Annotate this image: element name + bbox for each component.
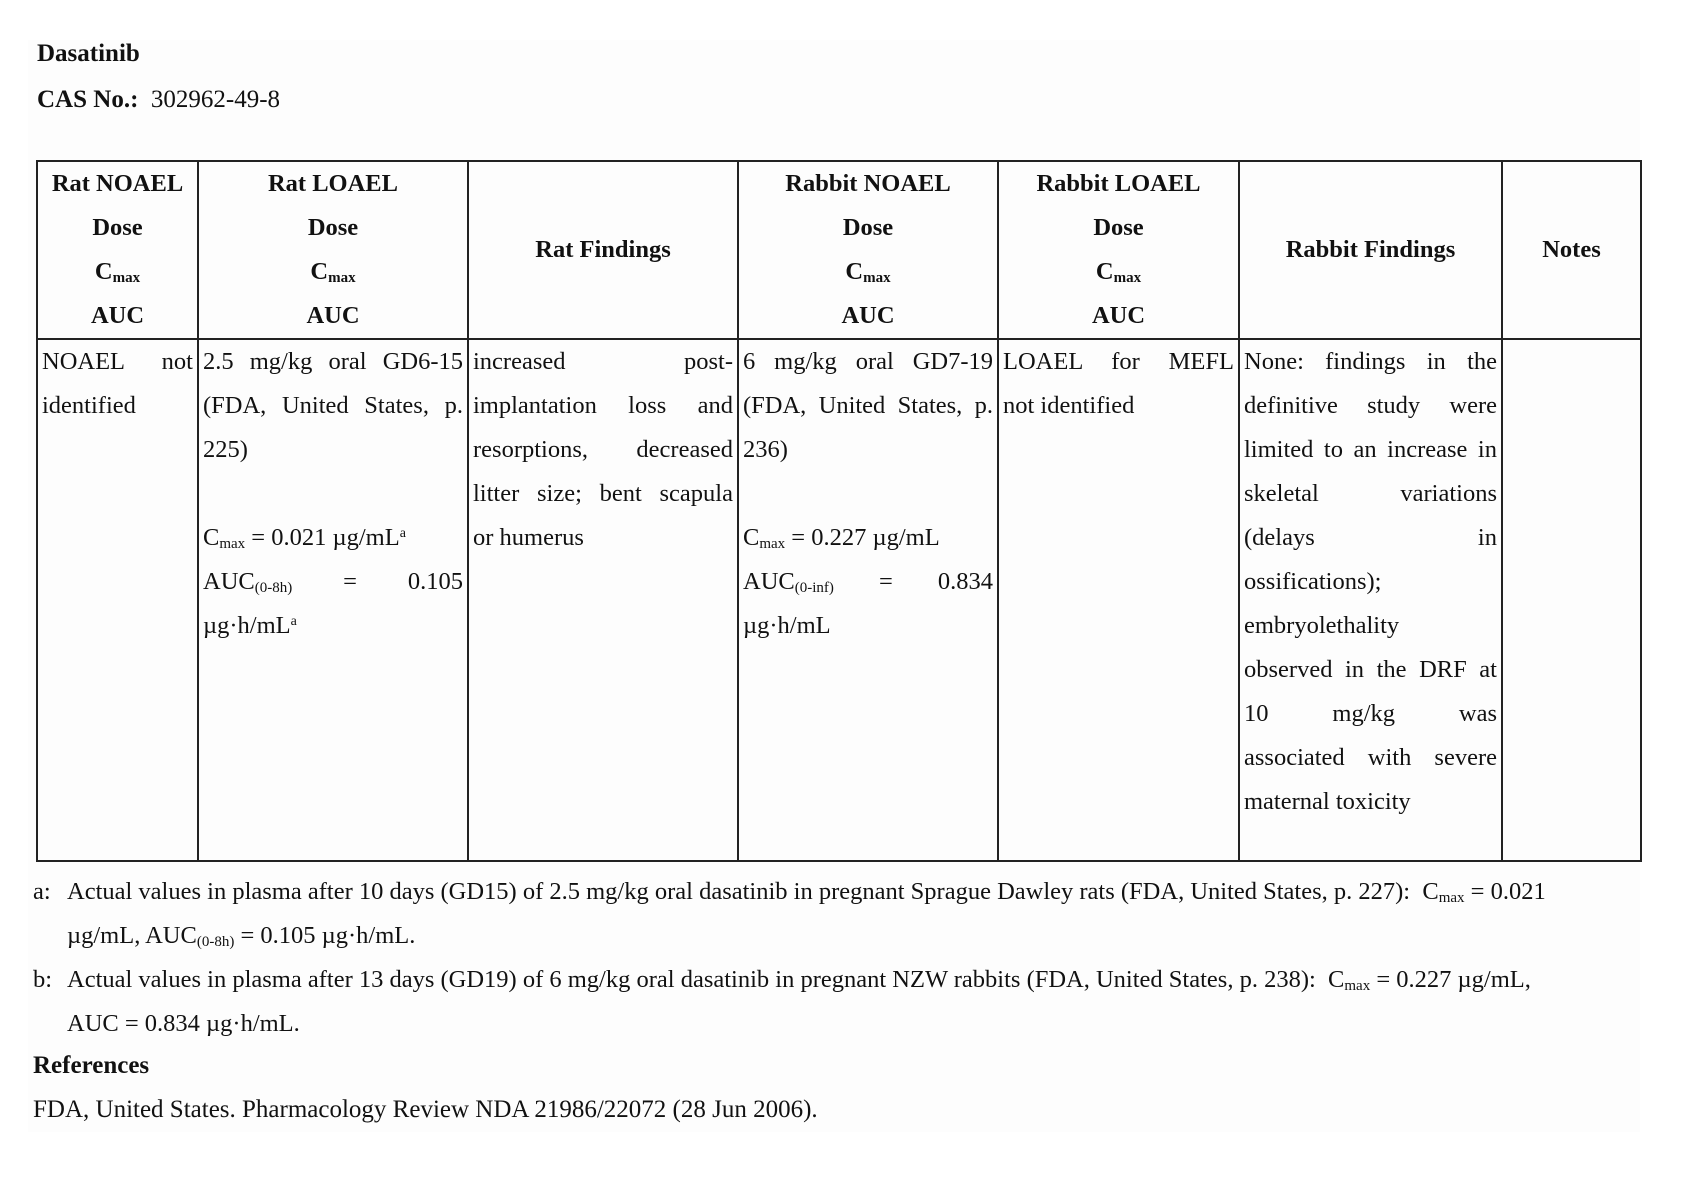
cell-rabbit-findings: None: findings in the definitive study were limited to an increase in skeletal variations (delays in ossifications); embryolethality observed in the DRF at 10 mg/kg was associated with severe maternal toxicity	[1239, 339, 1502, 861]
header-row	[37, 161, 1641, 339]
header-rabbit-findings: Rabbit Findings	[1239, 161, 1502, 339]
reference-item: FDA, United States. Pharmacology Review NDA 21986/22072 (28 Jun 2006).	[33, 1096, 818, 1123]
cell-rat-loael: 2.5 mg/kg oral GD6-15 (FDA, United States, p. 225) $C_{max} = 0.021$ $\mu g/mL^a$ $AUC_{(0-8h)}$ = 0.105 $\mu g\cdot h/mL^a$	[198, 339, 468, 861]
cell-rabbit-loael: LOAEL for MEFL not identified	[998, 339, 1239, 861]
header-rabbit-loael: Rabbit LOAEL Dose $C_{max}$ AUC	[998, 161, 1239, 339]
header-rat-findings: Rat Findings	[468, 161, 738, 339]
cell-notes	[1502, 339, 1641, 861]
header-rat-noael: Rat NOAEL Dose $C_{max}$ AUC	[37, 161, 198, 339]
document-title: Dasatinib	[37, 40, 140, 67]
cas-label: CAS No.:	[37, 86, 139, 113]
cas-number	[37, 86, 280, 114]
data-table	[36, 160, 1642, 862]
cell-rat-noael: NOAEL not identified	[37, 339, 198, 861]
footnote-a: a: Actual values in plasma after 10 days (GD15) of 2.5 mg/kg oral dasatinib in pregnant Sprague Dawley rats (FDA, United States, p. 227): $C_{max} = 0.021$ µg/mL, $AUC_{(0-8h)} = 0.105$ µg·h/mL.	[33, 878, 1546, 950]
header-rat-loael: Rat LOAEL Dose $C_{max}$ AUC	[198, 161, 468, 339]
footnote-b: b: Actual values in plasma after 13 days (GD19) of 6 mg/kg oral dasatinib in pregnant NZW rabbits (FDA, United States, p. 238): $C_{max} = 0.227$ µg/mL, AUC = 0.834 µg·h/mL.	[33, 966, 1531, 1037]
cell-rat-findings: increased post- implantation loss and resorptions, decreased litter size; bent scapula or humerus	[468, 339, 738, 861]
cell-rabbit-noael: 6 mg/kg oral GD7-19 (FDA, United States, p. 236) $C_{max} = 0.227$ µg/mL $AUC_{(0-inf)}$ = 0.834 µg·h/mL	[738, 339, 998, 861]
references-heading: References	[33, 1052, 150, 1079]
cas-value: 302962-49-8	[150, 86, 281, 113]
header-rabbit-noael: Rabbit NOAEL Dose $C_{max}$ AUC	[738, 161, 998, 339]
table-row	[37, 339, 1641, 861]
header-notes: Notes	[1502, 161, 1641, 339]
